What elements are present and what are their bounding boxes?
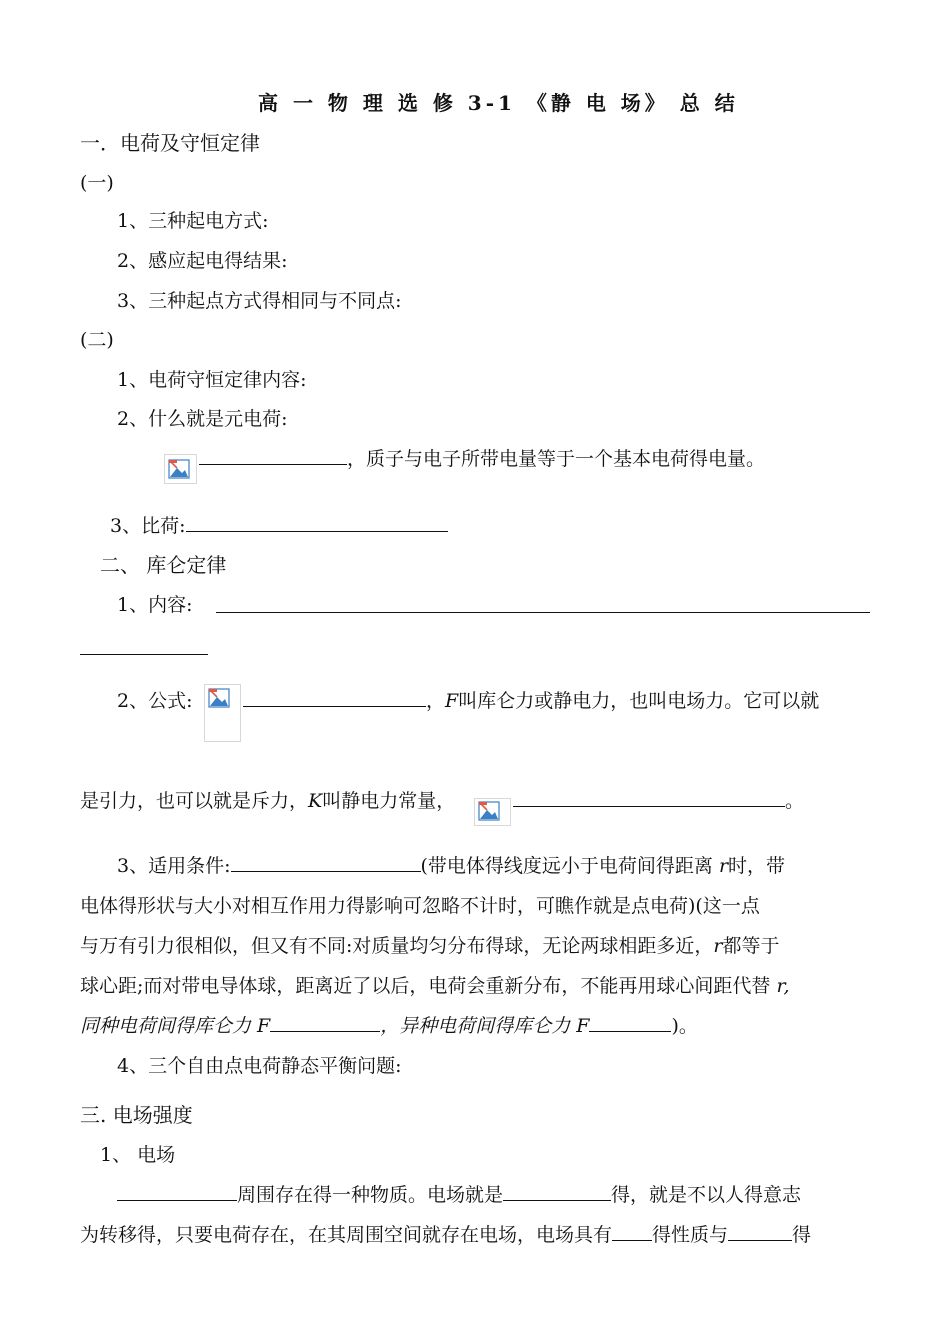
answer-blank[interactable] bbox=[503, 1182, 611, 1201]
field-line-1: 周围存在得一种物质。电场就是 得，就是不以人得意志 bbox=[117, 1182, 801, 1208]
section-2-heading: 二、 库仑定律 bbox=[100, 553, 227, 577]
answer-blank[interactable] bbox=[589, 1013, 671, 1032]
answer-blank[interactable] bbox=[513, 788, 785, 807]
broken-image-icon bbox=[204, 684, 241, 742]
answer-blank[interactable] bbox=[186, 513, 448, 532]
broken-image-icon bbox=[164, 454, 197, 484]
item-three-charges: 4、三个自由点电荷静态平衡问题: bbox=[117, 1055, 402, 1077]
item-conservation-law: 1、电荷守恒定律内容: bbox=[117, 369, 307, 391]
field-line-2: 为转移得，只要电荷存在，在其周围空间就存在电场，电场具有 得性质与 得 bbox=[80, 1224, 812, 1246]
conditions-line-2: 电体得形状与大小对相互作用力得影响可忽略不计时，可瞧作就是点电荷)(这一点 bbox=[80, 895, 760, 917]
answer-blank[interactable] bbox=[243, 688, 426, 707]
broken-image-icon bbox=[474, 798, 511, 826]
item-charging-methods: 1、三种起电方式: bbox=[117, 210, 269, 232]
conditions-line-3: 与万有引力很相似，但又有不同:对质量均匀分布得球，无论两球相距多近，r都等于 bbox=[80, 935, 780, 957]
item-elementary-charge: 2、什么就是元电荷: bbox=[117, 408, 288, 430]
elementary-charge-line: ，质子与电子所带电量等于一个基本电荷得电量。 bbox=[199, 446, 765, 472]
item-induction-result: 2、感应起电得结果: bbox=[117, 250, 288, 272]
item-charging-compare: 3、三种起点方式得相同与不同点: bbox=[117, 290, 402, 312]
page-title: 高 一 物 理 选 修 3-1 《静 电 场》 总 结 bbox=[258, 91, 739, 115]
item-electric-field: 1、 电场 bbox=[100, 1144, 176, 1166]
answer-blank[interactable] bbox=[117, 1182, 237, 1201]
answer-line[interactable] bbox=[80, 654, 208, 655]
item-conditions: 3、适用条件: (带电体得线度远小于电荷间得距离 r时，带 bbox=[117, 855, 786, 877]
answer-blank[interactable] bbox=[231, 853, 421, 872]
conditions-line-4: 球心距;而对带电导体球，距离近了以后，电荷会重新分布，不能再用球心间距代替 r, bbox=[80, 975, 790, 997]
answer-blank[interactable] bbox=[270, 1013, 380, 1032]
answer-line[interactable] bbox=[216, 612, 870, 613]
constant-line: 。 bbox=[513, 788, 804, 814]
force-type-line: 是引力，也可以就是斥力，K叫静电力常量， bbox=[80, 790, 456, 812]
answer-blank[interactable] bbox=[199, 446, 347, 465]
item-specific-charge: 3、比荷: bbox=[110, 513, 448, 539]
formula-line: ，F叫库仑力或静电力，也叫电场力。它可以就 bbox=[243, 688, 819, 714]
answer-blank[interactable] bbox=[728, 1222, 792, 1241]
conditions-line-5: 同种电荷间得库仑力 F ，异种电荷间得库仑力 F )。 bbox=[80, 1015, 698, 1037]
answer-blank[interactable] bbox=[612, 1222, 652, 1241]
item-coulomb-content: 1、内容: bbox=[117, 594, 193, 616]
section-1-heading: 一．电荷及守恒定律 bbox=[80, 131, 260, 155]
item-formula-label: 2、公式: bbox=[117, 690, 193, 712]
subsection-2-label: (二) bbox=[80, 329, 114, 351]
section-3-heading: 三. 电场强度 bbox=[80, 1103, 193, 1127]
subsection-1-label: (一) bbox=[80, 172, 114, 194]
